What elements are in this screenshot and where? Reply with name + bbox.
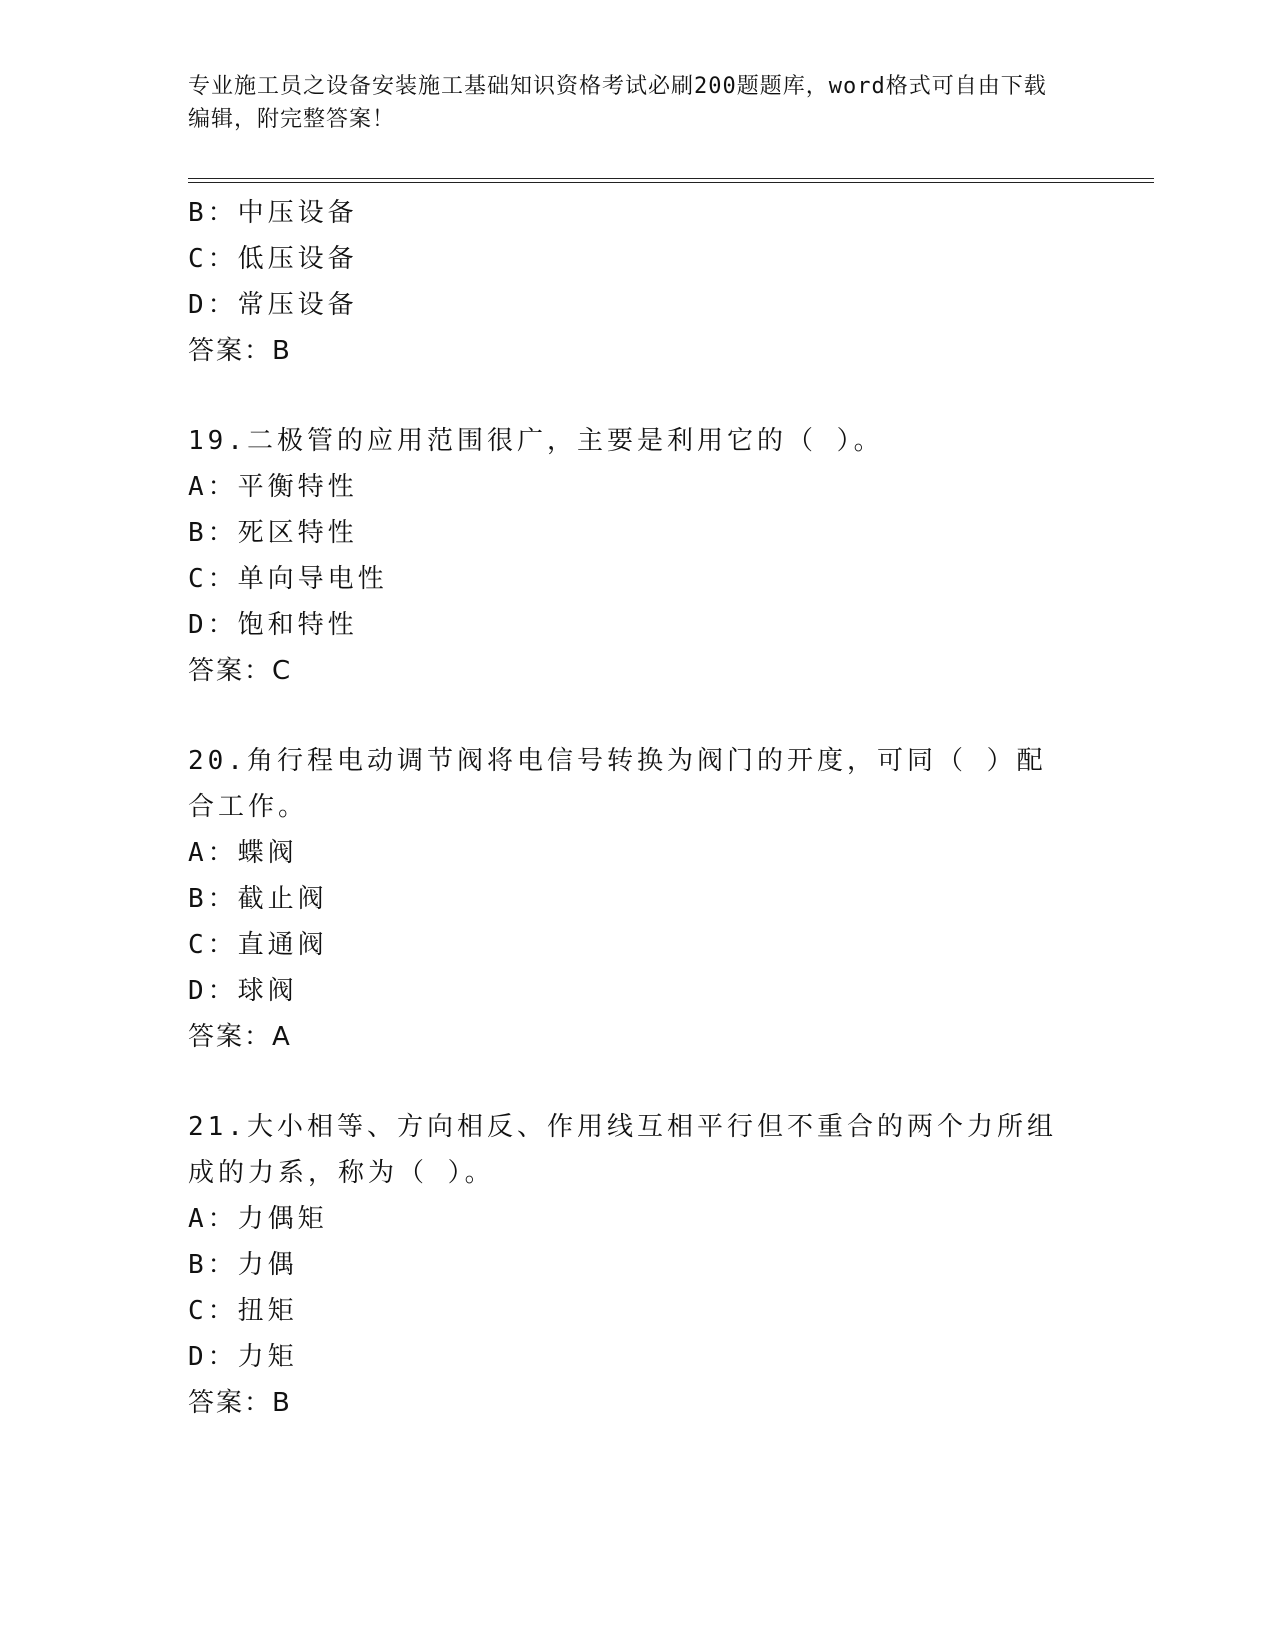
question-stem: 21.大小相等、方向相反、作用线互相平行但不重合的两个力所组成的力系，称为（ ）。 (188, 1112, 1057, 1188)
answer-line: 答案：A (188, 1022, 292, 1052)
option-c (188, 922, 1088, 968)
option-text: 球阀 (237, 976, 298, 1006)
option-label: C： (188, 930, 238, 960)
option-label: D： (188, 1342, 238, 1372)
option-d (188, 1334, 1088, 1380)
option-label: B： (188, 198, 238, 228)
option-b (188, 876, 1088, 922)
option-b (188, 1242, 1088, 1288)
question-21 (188, 1104, 1088, 1426)
option-b (188, 510, 1088, 556)
option-a (188, 464, 1088, 510)
header-divider (188, 178, 1154, 183)
option-label: D： (188, 976, 238, 1006)
option-text: 蝶阀 (237, 838, 298, 868)
option-text: 常压设备 (237, 290, 358, 320)
answer-line: 答案：C (188, 656, 293, 686)
option-label: B： (188, 1250, 238, 1280)
option-b (188, 190, 1088, 236)
option-label: C： (188, 564, 238, 594)
option-label: B： (188, 518, 238, 548)
option-label: C： (188, 244, 238, 274)
question-19 (188, 418, 1088, 694)
prev-question-block (188, 190, 1088, 374)
option-text: 力偶 (237, 1250, 298, 1280)
option-d (188, 282, 1088, 328)
answer-line: 答案：B (188, 336, 292, 366)
option-label: A： (188, 1204, 238, 1234)
option-text: 力偶矩 (237, 1204, 328, 1234)
document-header: 专业施工员之设备安装施工基础知识资格考试必刷200题题库，word格式可自由下载编辑，附完整答案！ (188, 74, 1047, 132)
option-label: A： (188, 472, 238, 502)
question-list (188, 190, 1088, 1426)
option-label: D： (188, 610, 238, 640)
option-text: 直通阀 (237, 930, 328, 960)
option-label: B： (188, 884, 238, 914)
option-c (188, 236, 1088, 282)
answer-line: 答案：B (188, 1388, 292, 1418)
question-stem: 20.角行程电动调节阀将电信号转换为阀门的开度，可同（ ）配合工作。 (188, 746, 1047, 822)
option-label: C： (188, 1296, 238, 1326)
option-text: 中压设备 (237, 198, 358, 228)
option-d (188, 968, 1088, 1014)
option-text: 扭矩 (237, 1296, 298, 1326)
question-stem: 19.二极管的应用范围很广，主要是利用它的（ ）。 (188, 426, 884, 456)
option-a (188, 830, 1088, 876)
option-a (188, 1196, 1088, 1242)
option-text: 死区特性 (237, 518, 358, 548)
option-d (188, 602, 1088, 648)
option-text: 饱和特性 (237, 610, 358, 640)
option-text: 截止阀 (237, 884, 328, 914)
option-c (188, 1288, 1088, 1334)
option-text: 平衡特性 (237, 472, 358, 502)
option-text: 低压设备 (237, 244, 358, 274)
option-label: A： (188, 838, 238, 868)
option-label: D： (188, 290, 238, 320)
question-20 (188, 738, 1088, 1060)
option-text: 单向导电性 (237, 564, 388, 594)
option-c (188, 556, 1088, 602)
option-text: 力矩 (237, 1342, 298, 1372)
